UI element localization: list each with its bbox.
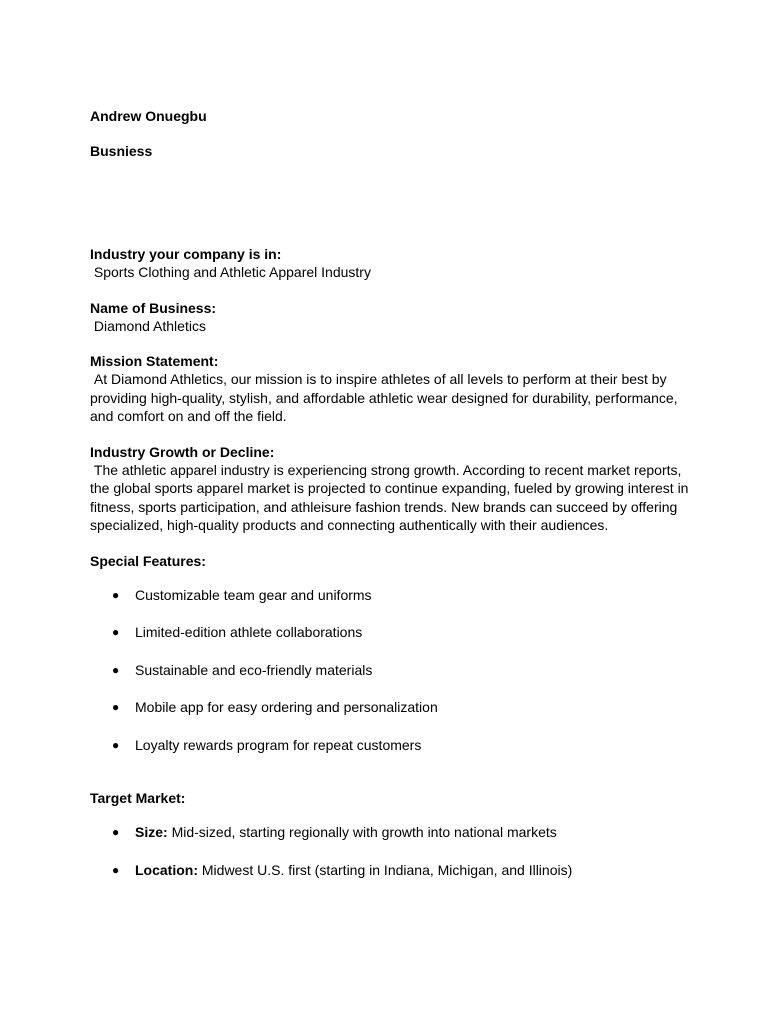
business-name-label: Name of Business: <box>90 299 217 316</box>
feature-text: Loyalty rewards program for repeat customers <box>135 736 422 753</box>
list-item <box>90 736 690 754</box>
list-item <box>90 661 690 679</box>
target-section <box>90 789 690 879</box>
growth-body: The athletic apparel industry is experiencing strong growth. According to recent market reports, the global sports apparel market is projected to continue expanding, fueled by growing interest in fitness, sports participation, and athleisure fashion trends. New brands can succeed by offering specialized, high-quality products and connecting authentically with their audiences. <box>90 461 693 533</box>
bullet-icon: ● <box>112 625 120 639</box>
target-value-location: Midwest U.S. first (starting in Indiana, Michigan, and Illinois) <box>198 861 573 878</box>
document-page <box>90 107 693 898</box>
list-item <box>90 586 690 604</box>
feature-text: Customizable team gear and uniforms <box>135 586 372 603</box>
author-name: Andrew Onuegbu <box>90 108 207 124</box>
growth-section <box>90 443 693 535</box>
target-value-size: Mid-sized, starting regionally with growth into national markets <box>167 824 557 840</box>
features-list <box>90 586 690 754</box>
industry-body: Sports Clothing and Athletic Apparel Industry <box>90 264 371 280</box>
list-item <box>90 823 690 841</box>
industry-section <box>90 245 690 282</box>
feature-text: Limited-edition athlete collaborations <box>135 624 363 640</box>
target-key-size: Size: <box>135 824 168 840</box>
course-name: Busniess <box>90 143 153 159</box>
industry-label: Industry your company is in: <box>90 246 282 262</box>
mission-section <box>90 352 690 426</box>
spacer <box>90 160 690 245</box>
bullet-icon: ● <box>112 862 120 877</box>
feature-text: Sustainable and eco-friendly materials <box>135 661 373 678</box>
target-label: Target Market: <box>90 790 186 806</box>
bullet-icon: ● <box>112 825 120 839</box>
business-name-section <box>90 299 690 336</box>
list-item <box>90 698 690 716</box>
growth-label: Industry Growth or Decline: <box>90 443 275 460</box>
features-label: Special Features: <box>90 552 206 569</box>
target-list <box>90 823 690 879</box>
bullet-icon: ● <box>112 700 120 714</box>
features-section <box>90 552 690 754</box>
feature-text: Mobile app for easy ordering and personalization <box>135 699 438 715</box>
bullet-icon: ● <box>112 587 120 602</box>
list-item <box>90 861 690 879</box>
mission-body: At Diamond Athletics, our mission is to inspire athletes of all levels to perform at their best by providing high-quality, stylish, and affordable athletic wear designed for durability, performance, and comfort on and off the field. <box>90 371 682 424</box>
business-name-body: Diamond Athletics <box>90 317 206 334</box>
mission-label: Mission Statement: <box>90 353 219 369</box>
bullet-icon: ● <box>112 662 120 677</box>
target-key-location: Location: <box>135 861 198 878</box>
bullet-icon: ● <box>112 737 120 752</box>
list-item <box>90 623 690 641</box>
spacer <box>90 773 690 789</box>
